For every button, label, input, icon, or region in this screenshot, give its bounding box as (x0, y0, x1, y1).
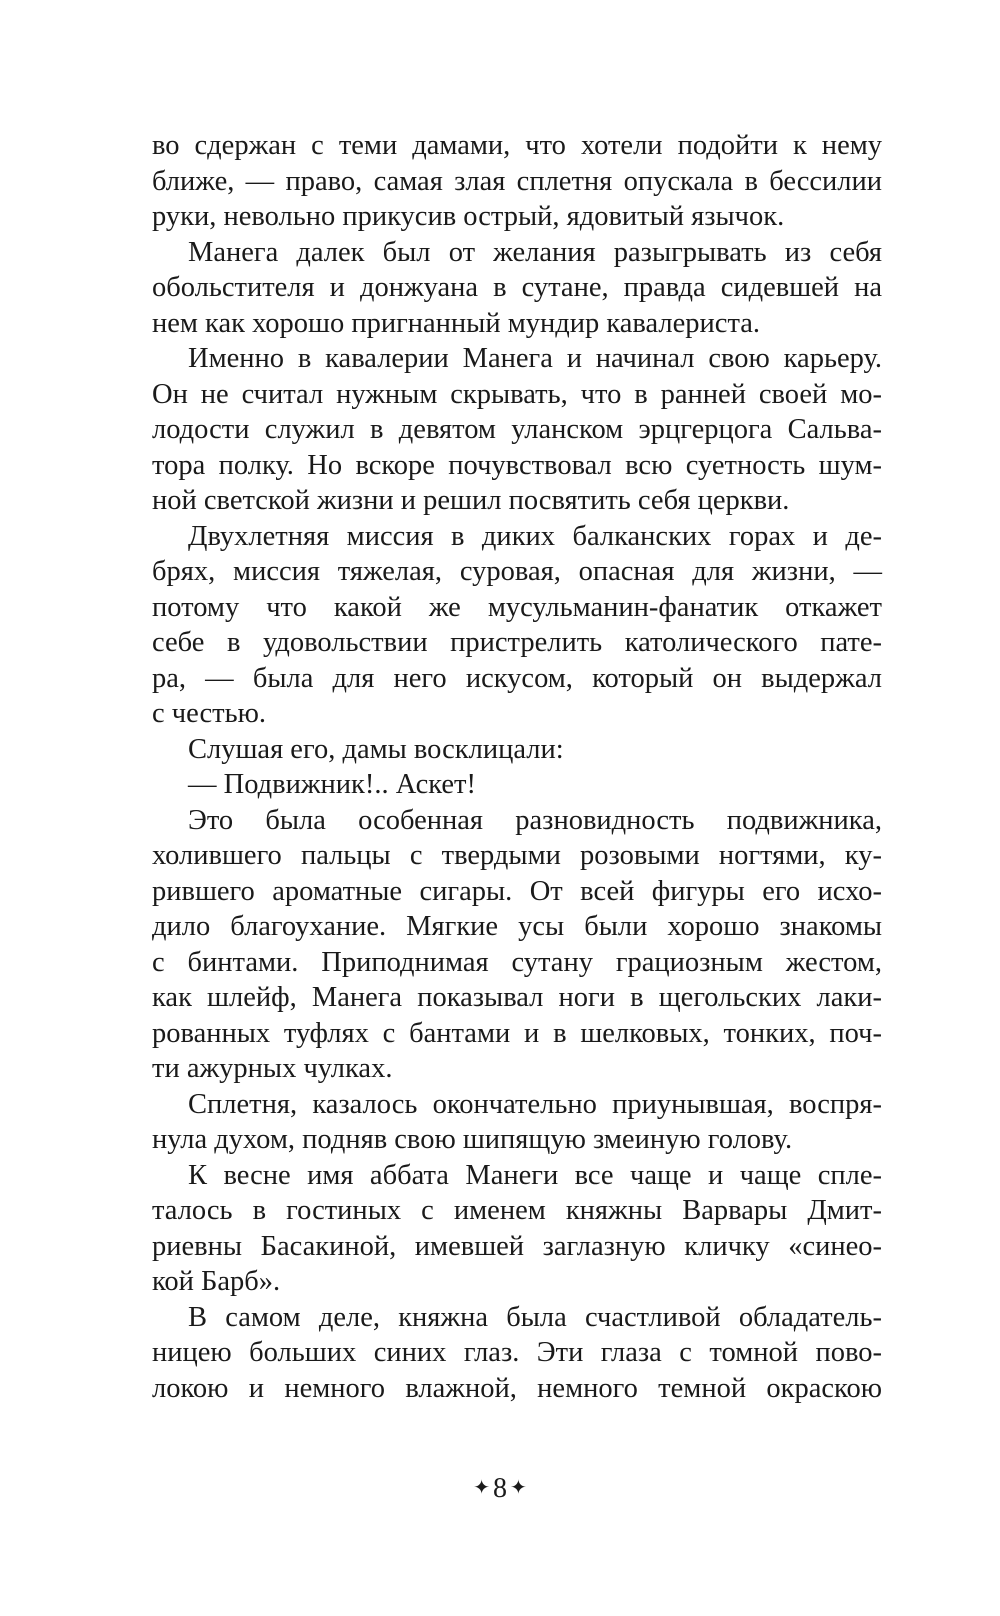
paragraph-start-line: Манега далек был от желания разыгрывать из себя (188, 236, 882, 268)
text-line: риевны Басакиной, имевшей заглазную кличку «синео- (152, 1230, 882, 1262)
book-page-text (152, 128, 882, 1406)
text-line: с честью. (152, 698, 266, 729)
text-line: рованных туфлях с бантами и в шелковых, тонких, поч- (152, 1017, 882, 1049)
text-line: рившего ароматные сигары. От всей фигуры его исхо- (152, 875, 882, 907)
paragraph-start-line: Именно в кавалерии Манега и начинал свою карьеру. (188, 343, 882, 374)
text-line: ницею больших синих глаз. Эти глаза с томной пово- (152, 1337, 882, 1368)
text-line: брях, миссия тяжелая, суровая, опасная для жизни, — (152, 556, 882, 587)
text-line: ра, — была для него искусом, который он выдержал (152, 662, 882, 694)
text-line: потому что какой же мусульманин-фанатик откажет (152, 591, 882, 623)
paragraph-start-line: К весне имя аббата Манеги все чаще и чаще спле- (188, 1159, 882, 1191)
text-line: ближе, — право, самая злая сплетня опускала в бессилии (152, 165, 882, 197)
text-line: во сдержан с теми дамами, что хотели подойти к нему (152, 130, 882, 161)
text-line: талось в гостиных с именем княжны Варвары Дмит- (152, 1195, 882, 1226)
text-line: как шлейф, Манега показывал ноги в щегольских лаки- (152, 982, 882, 1013)
text-line: лодости служил в девятом уланском эрцгерцога Сальва- (152, 414, 882, 445)
text-line: локою и немного влажной, немного темной окраскою (152, 1372, 882, 1404)
text-line: нем как хорошо пригнанный мундир кавалериста. (152, 307, 761, 339)
text-line: себе в удовольствии пристрелить католического пате- (152, 627, 882, 658)
text-line: Он не считал нужным скрывать, что в ранней своей мо- (152, 378, 882, 410)
paragraph-start-line: Это была особенная разновидность подвижника, (188, 804, 882, 836)
page-number: 8 (493, 1473, 507, 1504)
text-line: обольстителя и донжуана в сутане, правда сидевшей на (152, 272, 882, 303)
paragraph-start-line: Слушая его, дамы восклицали: (188, 733, 564, 765)
text-line: нула духом, подняв свою шипящую змеиную голову. (152, 1124, 793, 1155)
text-line: кой Барб». (152, 1266, 281, 1297)
text-line: с бинтами. Приподнимая сутану грациозным жестом, (152, 946, 882, 978)
text-line: ти ажурных чулках. (152, 1053, 393, 1084)
text-line: тора полку. Но вскоре почувствовал всю суетность шум- (152, 449, 882, 481)
paragraph-start-line: Двухлетняя миссия в диких балканских горах и де- (188, 520, 882, 552)
ornament-star-icon: ✦ (473, 1477, 490, 1499)
dialogue-line: — Подвижник!.. Аскет! (188, 769, 477, 800)
text-line: холившего пальцы с твердыми розовыми ногтями, ку- (152, 840, 882, 871)
page-number-footer (0, 1470, 1000, 1507)
paragraph-start-line: В самом деле, княжна была счастливой обладатель- (188, 1301, 882, 1333)
text-line: руки, невольно прикусив острый, ядовитый язычок. (152, 201, 785, 232)
text-line: ной светской жизни и решил посвятить себя церкви. (152, 485, 790, 516)
text-line: дило благоухание. Мягкие усы были хорошо знакомы (152, 911, 882, 942)
ornament-star-icon: ✦ (510, 1477, 527, 1499)
paragraph-start-line: Сплетня, казалось окончательно приунывшая, воспря- (188, 1088, 882, 1120)
